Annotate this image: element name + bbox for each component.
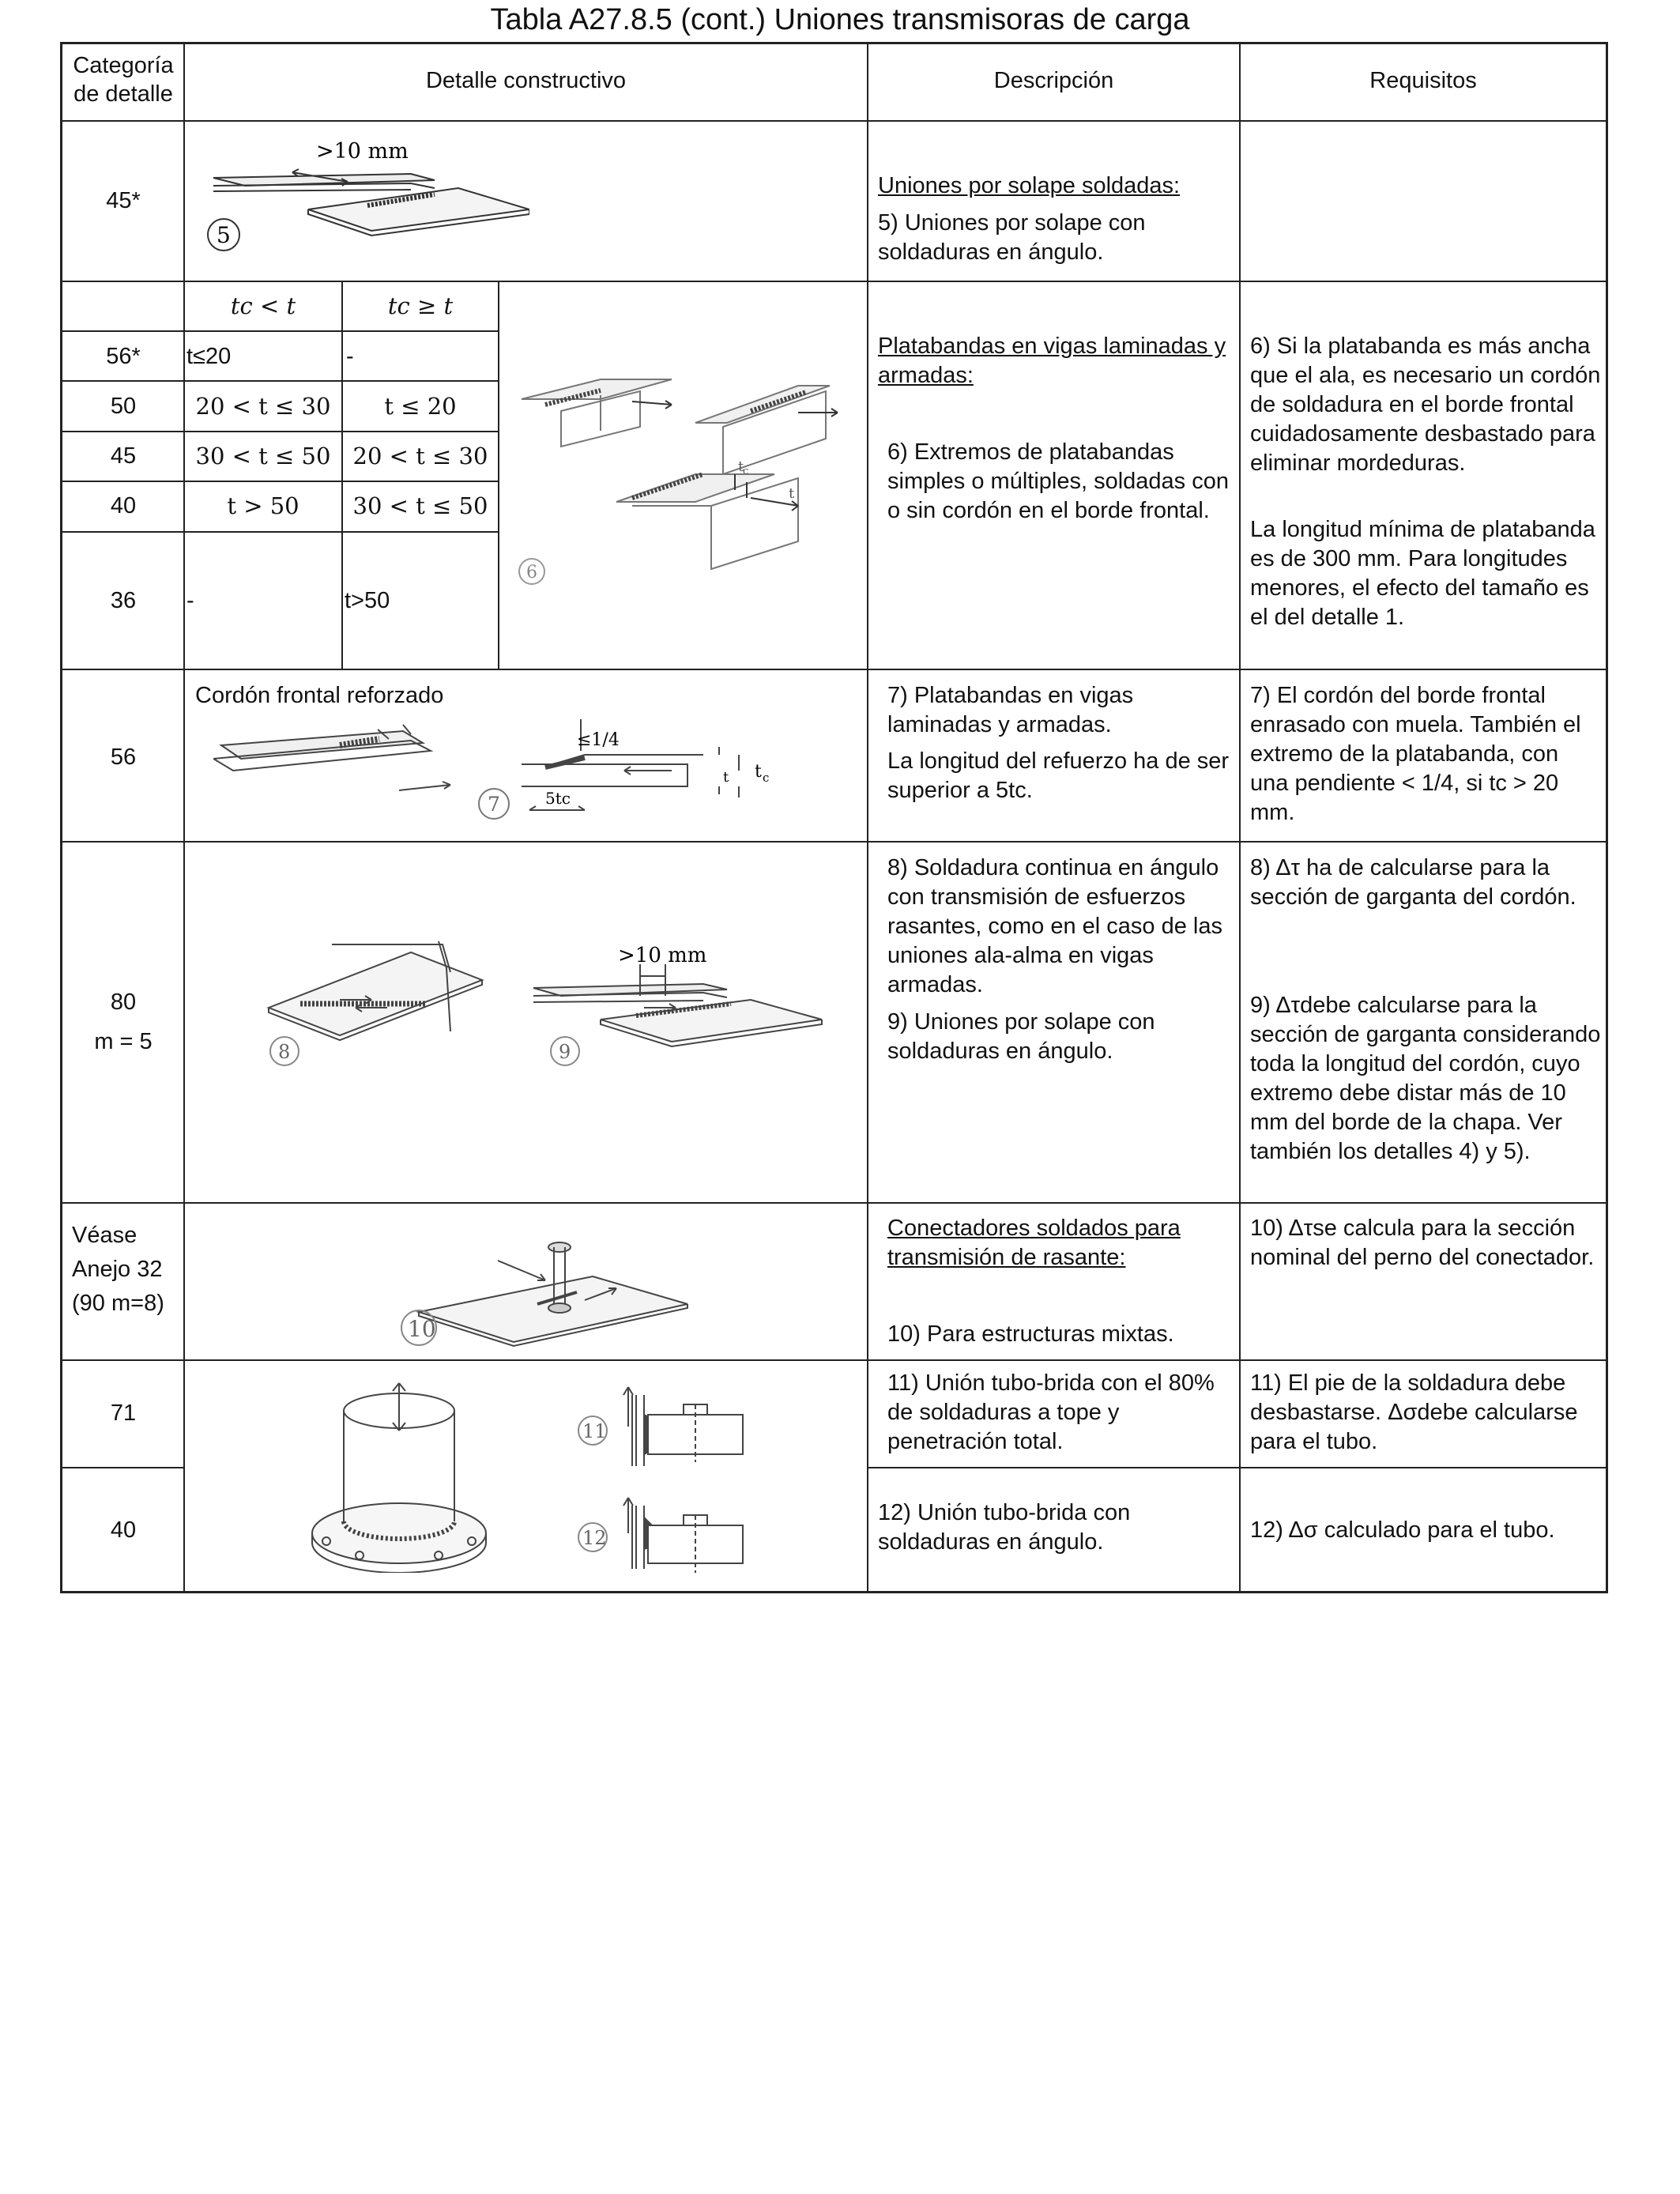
row10-fig-number: 10	[408, 1316, 436, 1342]
row89-req-8: 8) Δτ ha de calcularse para la sección de garganta del cordón.	[1250, 855, 1576, 910]
row10-req: 10) Δτse calcula para la sección nominal del perno del conectador.	[1250, 1216, 1595, 1270]
row89-fig8-number: 8	[278, 1041, 291, 1063]
row6-a-5: -	[186, 588, 194, 613]
row7-slope-label: ≤1/4	[577, 730, 620, 750]
row6-category-4: 40	[110, 493, 137, 518]
row89-dim-label: >10 mm	[618, 944, 707, 967]
row7-len-label: 5tc	[545, 789, 571, 808]
fillet-web-flange-figure-8	[253, 937, 490, 1075]
row11-category: 71	[110, 1400, 137, 1426]
lap-joint-figure-9	[529, 941, 861, 1075]
row89-desc-8: 8) Soldadura continua en ángulo con transmisión de esfuerzos rasantes, como en el caso de las uniones ala-alma en vigas armadas.	[887, 855, 1222, 997]
svg-text:t: t	[755, 762, 762, 782]
svg-text:c: c	[743, 466, 749, 477]
row89-req-9: 9) Δτdebe calcularse para la sección de garganta considerando toda la longitud del cordón, cuyo extremo debe distar más de 10 mm del borde de la chapa. Ver también los detalles 4) y 5).	[1250, 993, 1601, 1164]
row6-b-5: t>50	[345, 588, 390, 613]
row6-col-tc-lt: tc < t	[230, 292, 296, 319]
row5-dim-label: >10 mm	[316, 139, 409, 164]
row6-req-2: La longitud mínima de platabanda es de 300 mm. Para longitudes menores, el efecto del tamaño es el del detalle 1.	[1250, 517, 1595, 630]
row6-a-1: t≤20	[186, 344, 232, 369]
lap-joint-figure-5	[198, 134, 529, 261]
row12-desc: 12) Unión tubo-brida con soldaduras en ángulo.	[878, 1500, 1131, 1555]
row11-fig-number: 11	[582, 1420, 607, 1442]
row6-a-2: 20 < t ≤ 30	[195, 393, 331, 420]
row89-category-2: m = 5	[94, 1029, 153, 1054]
tube-flange-figure	[304, 1375, 494, 1573]
row6-a-4: t > 50	[227, 492, 299, 519]
row12-fig-number: 12	[582, 1527, 607, 1549]
row7-category: 56	[110, 745, 137, 770]
stud-connector-figure-10	[387, 1233, 703, 1351]
svg-text:t: t	[738, 458, 744, 475]
row6-desc: 6) Extremos de platabandas simples o múltiples, soldadas con o sin cordón en el borde frontal.	[887, 439, 1229, 523]
page-title: Tabla A27.8.5 (cont.) Uniones transmisoras de carga	[490, 3, 1190, 36]
row7-req: 7) El cordón del borde frontal enrasado con muela. También el extremo de la platabanda, con una pendiente < 1/4, si tc > 20 mm.	[1250, 683, 1581, 825]
row6-category-2: 50	[110, 394, 137, 419]
row89-fig9-number: 9	[559, 1041, 571, 1063]
row10-category: Véase Anejo 32 (90 m=8)	[72, 1223, 164, 1316]
svg-text:t: t	[723, 769, 729, 786]
row6-b-3: 20 < t ≤ 30	[352, 443, 488, 469]
row7-fig-number: 7	[488, 793, 500, 816]
row5-desc: 5) Uniones por solape con soldaduras en ángulo.	[878, 210, 1146, 265]
row6-b-1: -	[346, 344, 354, 369]
header-requirements: Requisitos	[1369, 68, 1477, 93]
row5-desc-heading: Uniones por solape soldadas:	[878, 173, 1181, 198]
row6-b-4: 30 < t ≤ 50	[352, 492, 488, 519]
row7-fig-caption: Cordón frontal reforzado	[195, 683, 444, 708]
header-category: Categoría de detalle	[73, 53, 174, 107]
row6-a-3: 30 < t ≤ 50	[195, 443, 331, 469]
row11-req: 11) El pie de la soldadura debe desbastarse. Δσdebe calcularse para el tubo.	[1250, 1370, 1578, 1454]
row12-req: 12) Δσ calculado para el tubo.	[1250, 1517, 1555, 1543]
row5-fig-number: 5	[217, 222, 231, 248]
row7-desc-2: La longitud del refuerzo ha de ser superior a 5tc.	[887, 748, 1230, 803]
row6-col-tc-ge: tc ≥ t	[387, 292, 454, 319]
header-detail: Detalle constructivo	[425, 68, 627, 93]
row6-category-5: 36	[110, 588, 137, 613]
row89-category-1: 80	[110, 990, 137, 1015]
row5-category: 45*	[106, 188, 141, 213]
row6-category-1: 56*	[106, 344, 141, 369]
row7-desc-1: 7) Platabandas en vigas laminadas y armadas.	[887, 683, 1134, 737]
svg-text:t: t	[789, 485, 795, 502]
cover-plate-figure-6	[514, 364, 853, 585]
reinforced-end-weld-figure-7	[213, 715, 830, 826]
row11-desc: 11) Unión tubo-brida con el 80% de soldaduras a tope y penetración total.	[887, 1370, 1215, 1454]
tube-flange-detail-figures	[569, 1379, 774, 1581]
row10-desc: 10) Para estructuras mixtas.	[887, 1321, 1174, 1347]
header-description: Descripción	[993, 68, 1114, 93]
row89-desc-9: 9) Uniones por solape con soldaduras en ángulo.	[887, 1009, 1155, 1064]
row6-fig-number: 6	[526, 563, 537, 582]
row6-category-3: 45	[110, 443, 137, 469]
row6-desc-heading: Platabandas en vigas laminadas y armadas:	[878, 334, 1226, 388]
row6-b-2: t ≤ 20	[384, 393, 457, 420]
row12-category: 40	[110, 1517, 137, 1543]
svg-text:c: c	[763, 771, 770, 785]
row10-desc-heading: Conectadores soldados para transmisión de rasante:	[887, 1216, 1181, 1270]
row6-req-1: 6) Si la platabanda es más ancha que el ala, es necesario un cordón de soldadura en el borde frontal cuidadosamente desbastado para eliminar mordeduras.	[1250, 334, 1601, 476]
